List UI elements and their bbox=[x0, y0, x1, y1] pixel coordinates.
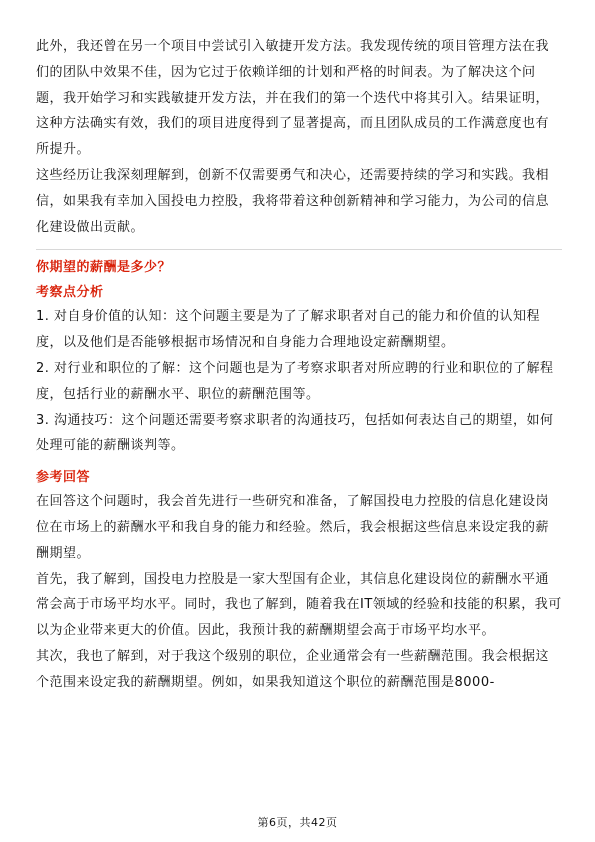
reference-paragraph: 首先，我了解到，国投电力控股是一家大型国有企业，其信息化建设岗位的薪酬水平通常会高于市场平均水平。同时，我也了解到，随着我在IT领域的经验和技能的积累，我可以为企业带来更大的价值。因此，我预计我的薪酬期望会高于市场平均水平。 bbox=[36, 571, 562, 639]
page-content bbox=[36, 34, 562, 696]
reference-paragraph: 在回答这个问题时，我会首先进行一些研究和准备，了解国投电力控股的信息化建设岗位在市场上的薪酬水平和我自身的能力和经验。然后，我会根据这些信息来设定我的薪酬期望。 bbox=[36, 494, 550, 561]
analysis-item: 1. 对自身价值的认知：这个问题主要是为了了解求职者对自己的能力和价值的认知程度，以及他们是否能够根据市场情况和自身能力合理地设定薪酬期望。 bbox=[36, 309, 541, 351]
reference-paragraph: 其次，我也了解到，对于我这个级别的职位，企业通常会有一些薪酬范围。我会根据这个范围来设定我的薪酬期望。例如，如果我知道这个职位的薪酬范围是8000- bbox=[36, 648, 550, 690]
page-number: 第6页，共42页 bbox=[257, 816, 338, 829]
analysis-heading: 考察点分析 bbox=[36, 285, 104, 301]
reference-heading: 参考回答 bbox=[36, 470, 91, 486]
intro-paragraph: 此外，我还曾在另一个项目中尝试引入敏捷开发方法。我发现传统的项目管理方法在我们的团队中效果不佳，因为它过于依赖详细的计划和严格的时间表。为了解决这个问题，我开始学习和实践敏捷开发方法，并在我们的第一个迭代中将其引入。结果证明，这种方法确实有效，我们的项目进度得到了显著提高，而且团队成员的工作满意度也有所提升。 bbox=[36, 39, 550, 158]
analysis-item: 2. 对行业和职位的了解：这个问题也是为了考察求职者对所应聘的行业和职位的了解程度，包括行业的薪酬水平、职位的薪酬范围等。 bbox=[36, 360, 554, 402]
analysis-item: 3. 沟通技巧：这个问题还需要考察求职者的沟通技巧，包括如何表达自己的期望，如何处理可能的薪酬谈判等。 bbox=[36, 412, 554, 454]
intro-paragraph: 这些经历让我深刻理解到，创新不仅需要勇气和决心，还需要持续的学习和实践。我相信，如果我有幸加入国投电力控股，我将带着这种创新精神和学习能力，为公司的信息化建设做出贡献。 bbox=[36, 167, 550, 235]
section-divider bbox=[36, 249, 562, 250]
question-title: 你期望的薪酬是多少？ bbox=[36, 260, 172, 276]
